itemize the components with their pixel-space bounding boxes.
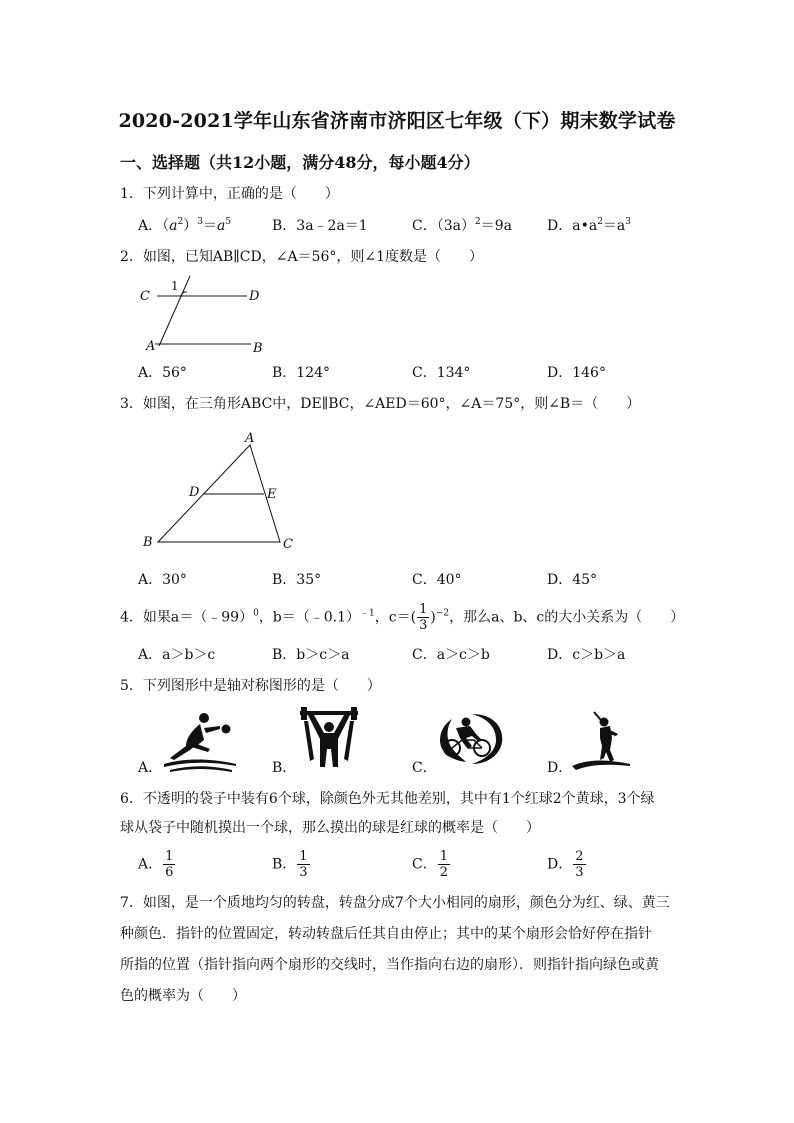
question-1-option-a: A．$(a^2)^3=a^5$ bbox=[138, 217, 232, 234]
label-c: C bbox=[283, 537, 293, 552]
question-7-stem-line-4: 色的概率为（ ） bbox=[120, 988, 246, 1004]
question-5-stem: 5．下列图形中是轴对称图形的是（ ） bbox=[120, 678, 381, 694]
question-4-option-d: D．c＞b＞a bbox=[547, 647, 626, 663]
label-e: E bbox=[267, 487, 277, 502]
label-b: B bbox=[253, 341, 263, 356]
label-b: B bbox=[143, 535, 153, 550]
volleyball-player-icon bbox=[160, 706, 240, 772]
label-angle-1: 1 bbox=[171, 279, 179, 293]
golfer-icon bbox=[570, 708, 632, 772]
page-title: 2020-2021学年山东省济南市济阳区七年级（下）期末数学试卷 bbox=[118, 110, 676, 132]
question-6-option-a: A． $\frac{1}{6}$ bbox=[138, 849, 174, 880]
question-3-figure bbox=[140, 428, 300, 553]
question-2-stem: 2．如图，已知AB∥CD，∠A＝56°，则∠1度数是（ ） bbox=[120, 249, 484, 265]
question-6-option-d: D． $\frac{2}{3}$ bbox=[547, 849, 584, 880]
question-3-option-c: C．40° bbox=[412, 572, 462, 588]
question-3-option-d: D．45° bbox=[547, 572, 598, 588]
question-2-option-d: D．146° bbox=[547, 365, 606, 381]
question-2-option-a: A．56° bbox=[138, 365, 187, 381]
question-4-option-a: A．a＞b＞c bbox=[138, 647, 216, 663]
question-3-stem: 3．如图，在三角形ABC中，DE∥BC，∠AED＝60°，∠A＝75°，则∠B＝（ ） bbox=[120, 396, 641, 412]
question-3-option-a: A．30° bbox=[138, 572, 187, 588]
section-heading: 一、选择题（共12小题，满分48分，每小题4分） bbox=[120, 153, 480, 172]
weightlifter-icon bbox=[298, 707, 360, 769]
question-1-option-d: D．$a•a^2=a^3$ bbox=[547, 217, 632, 234]
question-6-stem-line-1: 6．不透明的袋子中装有6个球，除颜色外无其他差别，其中有1个红球2个黄球，3个绿 bbox=[120, 791, 655, 807]
question-7-stem-line-1: 7．如图，是一个质地均匀的转盘，转盘分成7个大小相同的扇形，颜色分为红、绿、黄三 bbox=[120, 895, 670, 911]
label-c: C bbox=[140, 289, 150, 304]
question-7-stem-line-2: 种颜色．指针的位置固定，转动转盘后任其自由停止；其中的某个扇形会恰好停在指针 bbox=[120, 926, 652, 942]
question-5-option-b: B． bbox=[272, 760, 297, 776]
question-6-option-b: B． $\frac{1}{3}$ bbox=[272, 849, 308, 880]
label-a: A bbox=[146, 339, 156, 354]
question-6-option-c: C． $\frac{1}{2}$ bbox=[412, 849, 448, 880]
question-2-option-b: B．124° bbox=[272, 365, 331, 381]
cyclist-icon bbox=[436, 710, 506, 766]
question-7-stem-line-3: 所指的位置（指针指向两个扇形的交线时，当作指向右边的扇形）．则指针指向绿色或黄 bbox=[120, 957, 659, 973]
question-1-option-c: C．$(3a)^2=9a$ bbox=[412, 217, 512, 234]
label-d: D bbox=[189, 485, 200, 500]
question-5-option-c: C． bbox=[412, 760, 437, 776]
question-3-option-b: B．35° bbox=[272, 572, 322, 588]
question-5-option-d: D． bbox=[547, 760, 573, 776]
question-2-figure bbox=[135, 272, 275, 358]
question-4-stem: 4．如果a＝（﹣99）$^0$，b＝（﹣0.1）$^{﹣1}$，c＝( $\frac{1}{3}$ )$^{-2}$，那么a、b、c的大小关系为（ ） bbox=[120, 602, 685, 633]
label-d: D bbox=[249, 289, 260, 304]
question-1-stem: 1．下列计算中，正确的是（ ） bbox=[120, 186, 339, 202]
question-4-option-c: C．a＞c＞b bbox=[412, 647, 490, 663]
question-5-option-a: A． bbox=[138, 760, 163, 776]
question-6-stem-line-2: 球从袋子中随机摸出一个球，那么摸出的球是红球的概率是（ ） bbox=[120, 820, 540, 836]
question-4-option-b: B．b＞c＞a bbox=[272, 647, 350, 663]
label-a: A bbox=[245, 431, 255, 446]
question-2-option-c: C．134° bbox=[412, 365, 471, 381]
question-1-option-b: B．3a﹣2a＝1 bbox=[272, 218, 368, 234]
